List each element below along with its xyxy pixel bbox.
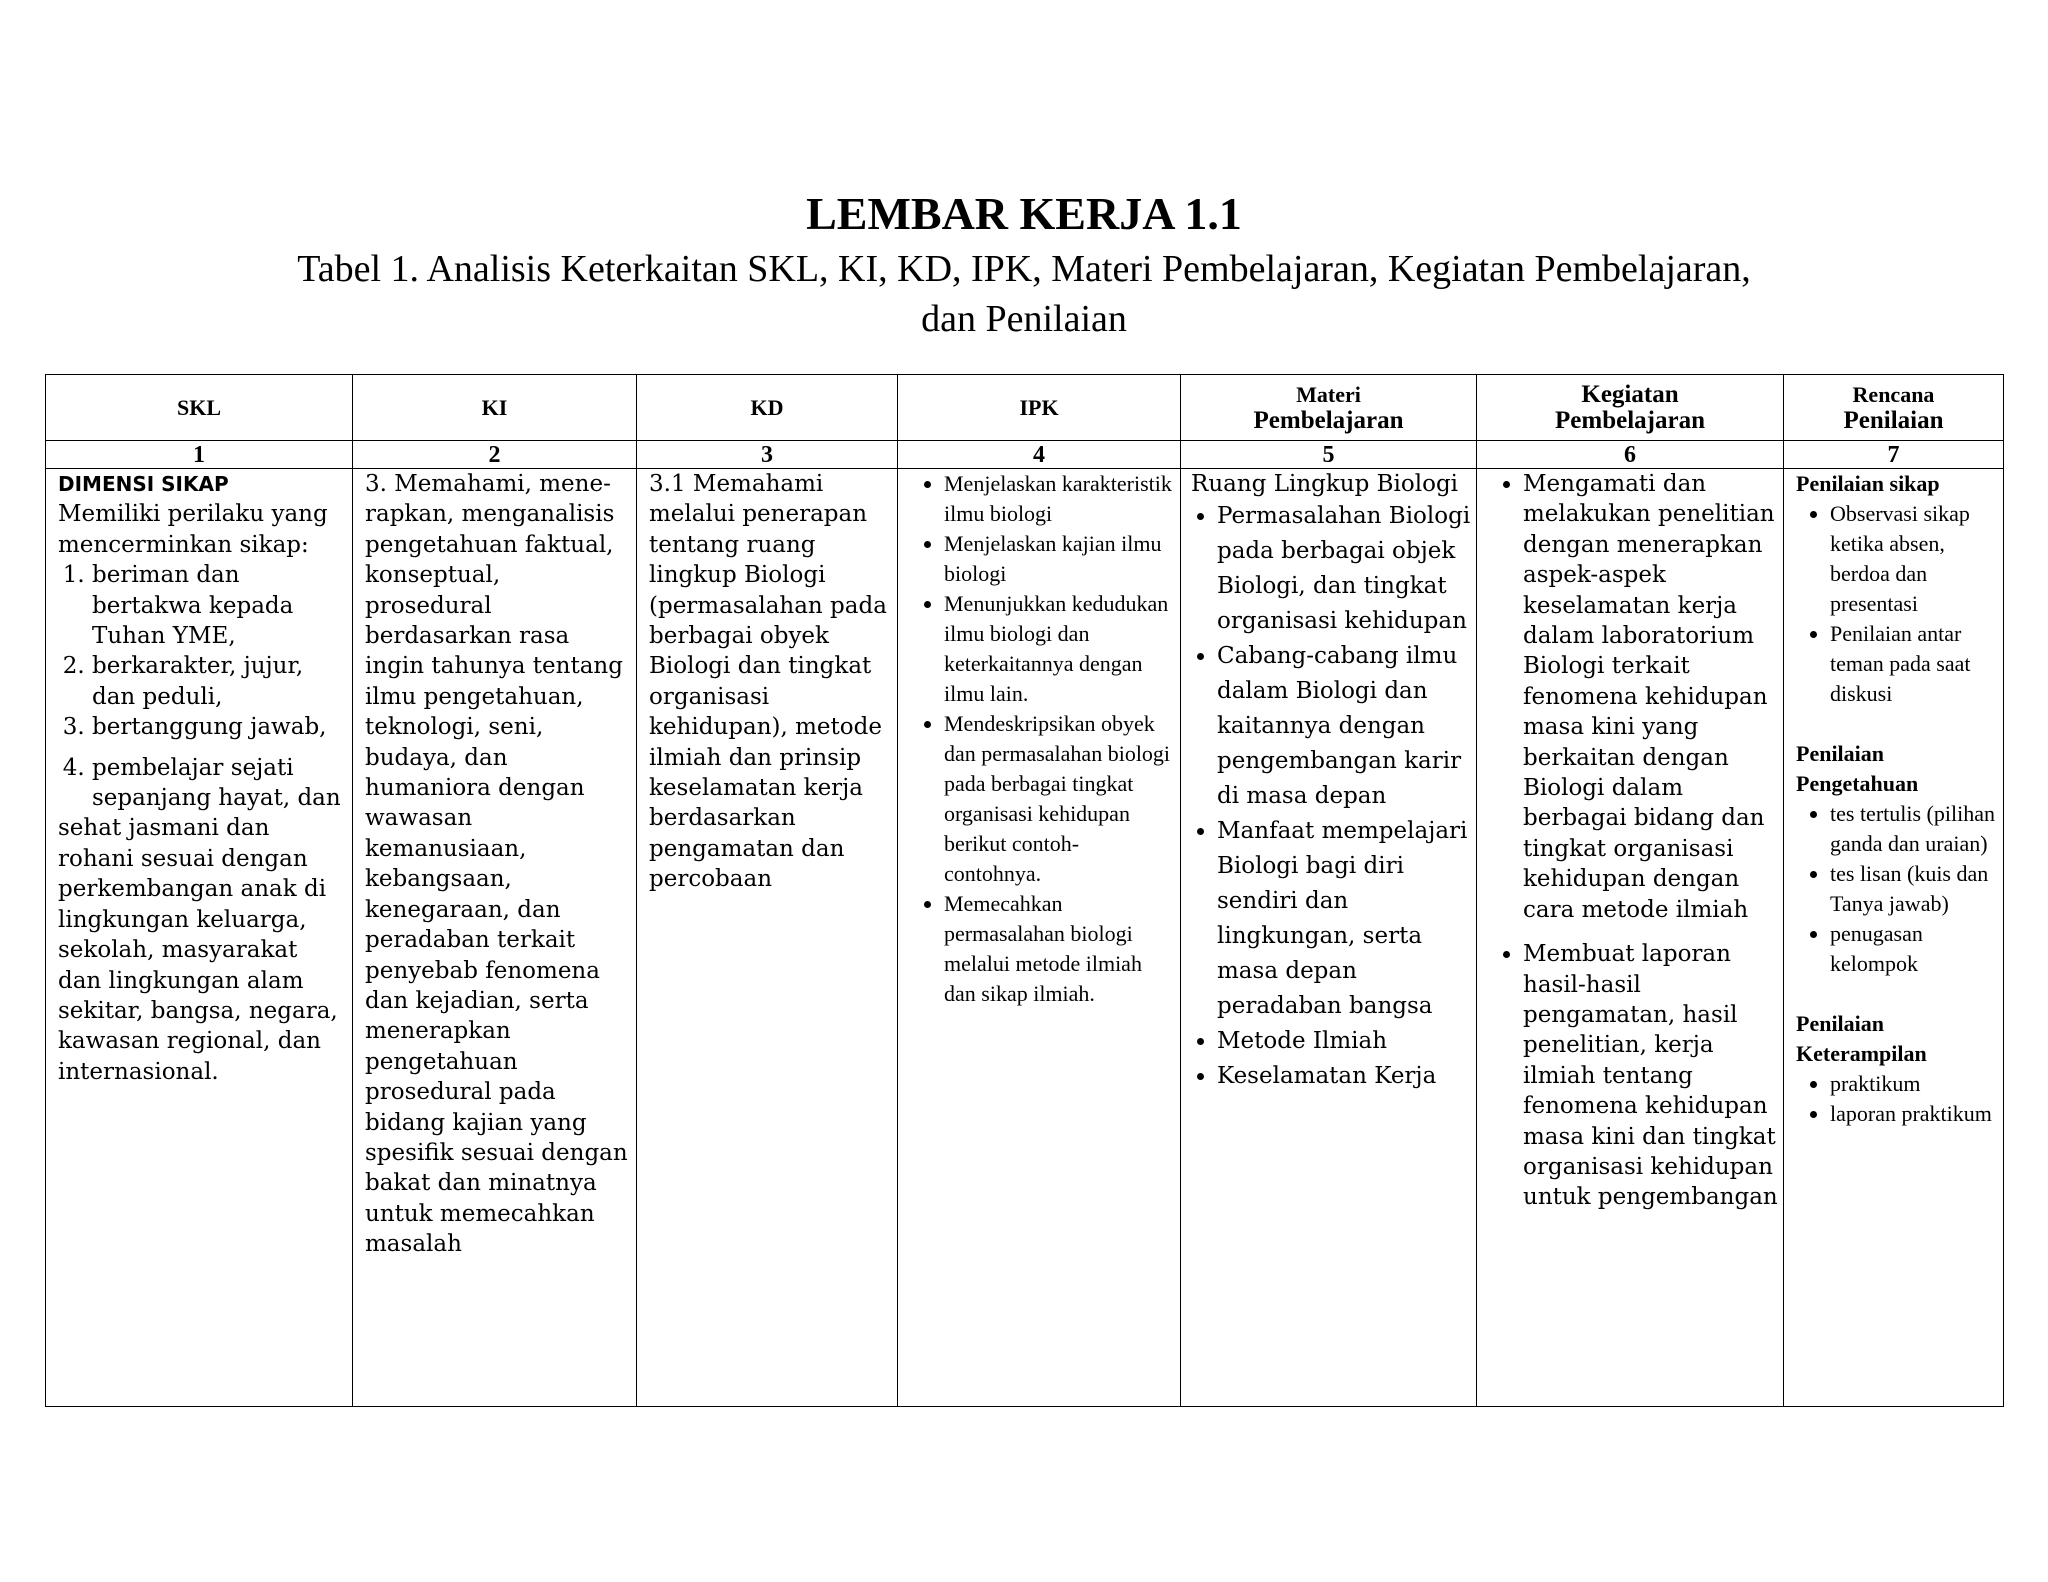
cell-materi	[1181, 469, 1477, 1407]
list-item: 4. pembelajar sejati sepanjang hayat, dan	[92, 753, 347, 814]
ipk-list	[910, 469, 1175, 1009]
list-item: • Menjelaskan kajian ilmu biologi	[944, 529, 1175, 589]
cell-penilaian	[1784, 469, 2004, 1407]
list-item: • Menjelaskan karakteristik ilmu biologi	[944, 469, 1175, 529]
col-header-materi: Materi Pembelajaran	[1181, 375, 1477, 441]
col-number: 2	[353, 441, 637, 469]
worksheet-title: LEMBAR KERJA 1.1	[806, 188, 1242, 239]
list-item: • Observasi sikap ketika absen, berdoa dan presentasi	[1830, 499, 1998, 619]
penilaian-keterampilan-list	[1796, 1069, 1998, 1129]
table-caption	[200, 244, 1848, 344]
cell-kegiatan	[1477, 469, 1784, 1407]
column-number-row	[46, 441, 2004, 469]
list-item: • Mendeskripsikan obyek dan permasalahan biologi pada berbagai tingkat organisasi kehidupan berikut contoh-contohnya.	[944, 709, 1175, 889]
col-header-ipk: IPK	[898, 375, 1181, 441]
col-number: 4	[898, 441, 1181, 469]
list-item: • Cabang-cabang ilmu dalam Biologi dan kaitannya dengan pengembangan karir di masa depan	[1217, 639, 1471, 814]
skl-heading: DIMENSI SIKAP	[58, 472, 229, 496]
col-header-ki: KI	[353, 375, 637, 441]
penilaian-sikap-list	[1796, 499, 1998, 709]
penilaian-keterampilan-heading: Penilaian Keterampilan	[1796, 1011, 1927, 1066]
list-item: • laporan praktikum	[1830, 1099, 1998, 1129]
list-item: 2. berkarakter, jujur, dan peduli,	[92, 651, 347, 712]
header-row	[46, 375, 2004, 441]
cell-kd	[637, 469, 898, 1407]
col-number: 5	[1181, 441, 1477, 469]
col-number: 7	[1784, 441, 2004, 469]
list-item: • Penilaian antar teman pada saat diskusi	[1830, 619, 1998, 709]
ki-text: 3. Memahami, mene-rapkan, menganalisis pengetahuan faktual, konseptual, prosedural berdasarkan rasa ingin tahunya tentang ilmu pengetahuan, teknologi, seni, budaya, dan humaniora dengan wawasan kemanusiaan, kebangsaan, kenegaraan, dan peradaban terkait penyebab fenomena dan kejadian, serta menerapkan pengetahuan prosedural pada bidang kajian yang spesifik sesuai dengan bakat dan minatnya untuk memecahkan masalah	[365, 471, 628, 1258]
content-row	[46, 469, 2004, 1407]
list-item: • Membuat laporan hasil-hasil pengamatan, hasil penelitian, kerja ilmiah tentang fenomena kehidupan masa kini dan tingkat organisasi kehidupan untuk pengembangan	[1523, 939, 1778, 1213]
list-item: 3. bertanggung jawab,	[92, 712, 347, 742]
list-item: • Manfaat mempelajari Biologi bagi diri sendiri dan lingkungan, serta masa depan peradaban bangsa	[1217, 814, 1471, 1024]
kegiatan-list	[1489, 469, 1778, 1213]
skl-list	[58, 560, 347, 813]
list-item: • Permasalahan Biologi pada berbagai objek Biologi, dan tingkat organisasi kehidupan	[1217, 499, 1471, 639]
col-number: 6	[1477, 441, 1784, 469]
kd-text: 3.1 Memahami melalui penerapan tentang ruang lingkup Biologi (permasalahan pada berbagai obyek Biologi dan tingkat organisasi kehidupan), metode ilmiah dan prinsip keselamatan kerja berdasarkan pengamatan dan percobaan	[649, 471, 887, 893]
col-header-skl: SKL	[46, 375, 353, 441]
skl-closing: sehat jasmani dan rohani sesuai dengan perkembangan anak di lingkungan keluarga, sekolah, masyarakat dan lingkungan alam sekitar, bangsa, negara, kawasan regional, dan internasional.	[58, 815, 338, 1085]
penilaian-pengetahuan-heading: Penilaian Pengetahuan	[1796, 741, 1919, 796]
cell-ipk	[898, 469, 1181, 1407]
list-item: • tes lisan (kuis dan Tanya jawab)	[1830, 859, 1998, 919]
list-item: • praktikum	[1830, 1069, 1998, 1099]
col-number: 3	[637, 441, 898, 469]
col-number: 1	[46, 441, 353, 469]
penilaian-pengetahuan-list	[1796, 799, 1998, 979]
list-item: 1. beriman dan bertakwa kepada Tuhan YME,	[92, 560, 347, 651]
materi-list	[1191, 499, 1471, 1094]
analysis-table	[45, 374, 2004, 1407]
table-caption-line-2: dan Penilaian	[921, 298, 1127, 340]
list-item: • tes tertulis (pilihan ganda dan uraian)	[1830, 799, 1998, 859]
cell-ki	[353, 469, 637, 1407]
list-item: • Keselamatan Kerja	[1217, 1059, 1471, 1094]
list-item: • Metode Ilmiah	[1217, 1024, 1471, 1059]
cell-skl	[46, 469, 353, 1407]
list-item: • penugasan kelompok	[1830, 919, 1998, 979]
list-item: • Memecahkan permasalahan biologi melalui metode ilmiah dan sikap ilmiah.	[944, 889, 1175, 1009]
col-header-kd: KD	[637, 375, 898, 441]
col-header-penilaian: Rencana Penilaian	[1784, 375, 2004, 441]
materi-heading: Ruang Lingkup Biologi	[1191, 471, 1459, 497]
col-header-kegiatan: Kegiatan Pembelajaran	[1477, 375, 1784, 441]
list-item: • Mengamati dan melakukan penelitian dengan menerapkan aspek-aspek keselamatan kerja dalam laboratorium Biologi terkait fenomena kehidupan masa kini yang berkaitan dengan Biologi dalam berbagai bidang dan tingkat organisasi kehidupan dengan cara metode ilmiah	[1523, 469, 1778, 925]
list-item: • Menunjukkan kedudukan ilmu biologi dan keterkaitannya dengan ilmu lain.	[944, 589, 1175, 709]
penilaian-sikap-heading: Penilaian sikap	[1796, 471, 1940, 496]
table-caption-line-1: Tabel 1. Analisis Keterkaitan SKL, KI, KD, IPK, Materi Pembelajaran, Kegiatan Pembelajaran,	[297, 248, 1751, 290]
skl-intro: Memiliki perilaku yang mencerminkan sikap:	[58, 501, 328, 558]
